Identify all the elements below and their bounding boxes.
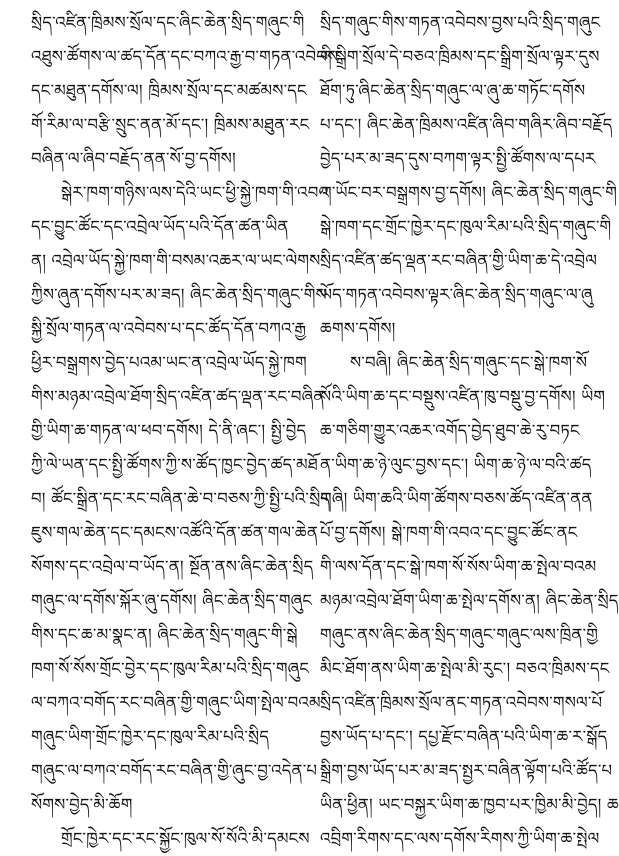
text-line: སོགས་བྱེད་མི་ཆོག: [31, 795, 133, 814]
text-line: གི་སྒྲིག་སྲོལ་དེ་བཅའ་ཁྲིམས་དང་སྒྲིག་སྲོལ་ལྟར་དུས: [320, 47, 600, 66]
text-line: སྲིད་འཛིན་ཚད་ལྡན་རང་བཞིན་གྱི་ཡིག་ཆ་དེ་འབྲེལ: [320, 251, 598, 270]
text-line: ཆ་གཅིག་གྱུར་འཆར་འགོད་བྱེད་ཐུབ་ཆེ་རུ་བཏང: [320, 421, 580, 440]
left-column: [31, 6, 339, 856]
text-line: སྲིད་གཞུང་གིས་གཏན་འབེབས་བྱས་པའི་སྲིད་གཞུང: [320, 13, 601, 32]
text-line: ཀྱིས་ཞུན་དགོས་པར་མ་ཟད། ཞིང་ཆེན་སྲིད་གཞུང་གིས: [31, 285, 327, 304]
text-line: སྲིད་འཛིན་ཁྲིམས་སྲོལ་ནང་གཏན་འབེབས་གསལ་པོ: [320, 693, 603, 712]
text-line: པོ་བྱ་དགོས། སྒེ་ཁག་གི་འབའ་དང་བྱུང་ཚོང་ནང: [320, 523, 578, 542]
text-line: ན། འབྲེལ་ཡོད་སྐྱེ་ཁག་གི་བསམ་འཆར་ལ་ཡང་ལེགས: [31, 251, 321, 270]
text-line: ཡོད་གཏན་འབེབས་ལྟར་ཞིང་ཆེན་སྲིད་གཞུང་ལ་ཞུ: [320, 285, 593, 304]
text-line: གཞུང་ནས་ཞིང་ཆེན་སྲིད་གཞུང་གཞུང་ལས་ཁྲིན་གྱི: [320, 625, 599, 644]
text-line: དང་མཐུན་དགོས་ལ། ཁྲིམས་སྲོལ་དང་མཚམས་དང: [31, 81, 307, 100]
text-line: གཞུང་ལ་བཀའ་བགོད་རང་བཞིན་གྱི་ཞུང་བྱ་འདེན་པ: [31, 761, 318, 780]
text-line: སོའི་ཡིག་ཆ་དང་བསྡུས་འཛིན་ཁུ་བསྡུ་བྱ་དགོས། ཡིག: [320, 387, 606, 406]
text-line: ན་ཡིག་ཆ་ཉེ་ལུང་བྱས་དང་། ཡིག་ཆ་ཉེ་ལ་བའི་ཚད: [320, 455, 592, 474]
text-line: གིས་མཉམ་འབྲེལ་ཐོག་སྲིད་འཛིན་ཚད་ལྡན་རང་བཞིན: [31, 387, 325, 406]
text-line: གཞུང་ཡིག་གྲོང་ཁྱེར་དང་ཁུལ་རིམ་པའི་སྲིད: [31, 727, 270, 746]
text-line: སྒེ་ཁག་དང་གྲོང་ཁྱེར་དང་ཁུལ་རིམ་པའི་སྲིད་གཞུང་གི: [320, 217, 612, 236]
text-line: གྱི་ཡིག་ཆ་གཏན་ལ་ཕབ་དགོས། དེ་ནི་ཞང་། སྤྱི་བྱེད: [31, 421, 307, 440]
text-line: ཀ་ཡོང་བར་བསྒྲགས་བྱ་དགོས། ཞིང་ཆེན་སྲིད་གཞུང་གི: [320, 183, 618, 202]
text-line: ཁག་སོ་སོས་གྲོང་བྱེར་དང་ཁུལ་རིམ་པའི་སྲིད་གཞུང: [31, 659, 310, 678]
text-line: གོ་རིམ་ལ་བརྩི་སྲུང་ནན་མོ་དང་། ཁྲིམས་མཐུན་རང: [31, 115, 310, 134]
text-line: བྱེད་པར་མ་ཟད་དུས་བཀག་ལྟར་སྤྱི་ཚོགས་ལ་དཔར: [320, 149, 596, 168]
text-line: སོགས་དང་འབྲེལ་བ་ཡོད་ན། སྔོན་ནས་ཞིང་ཆེན་སྲིད: [31, 557, 314, 576]
text-line: ཐོག་ཏུ་ཞིང་ཆེན་སྲིད་གཞུང་ལ་ཞུ་ཆ་གཏོང་དགོས: [320, 81, 586, 100]
paragraph-start: གྲོང་ཁྱེར་དང་རང་སྐྱོང་ཁུལ་སོ་སོའི་མི་དམངས: [61, 829, 310, 848]
right-column: [320, 6, 619, 856]
text-line: མཉམ་འབྲེལ་ཐོག་ཡིག་ཆ་སྤེལ་དགོས་ན། ཞིང་ཆེན་སྲིད: [320, 591, 619, 610]
text-line: ཆགས་དགོས།: [320, 319, 396, 338]
text-line: ཀྱི་ལེ་ཡན་དང་སྤྱི་ཚོགས་ཀྱི་ས་ཚོད་ཁྱང་བྱེད་ཚད་མཐོ: [31, 455, 318, 474]
section-heading-line: ས་བཞི། ཞིང་ཆེན་སྲིད་གཞུང་དང་སྒེ་ཁག་སོ: [350, 353, 588, 372]
text-line: སྲིད་འཛིན་ཁྲིམས་སྲོལ་དང་ཞིང་ཆེན་སྲིད་གཞུང་གི: [31, 13, 305, 32]
text-line: ལ་བཀའ་བགོད་རང་བཞིན་གྱི་གཞུང་ཡིག་སྤེལ་བའམ: [31, 693, 321, 712]
text-line: གི་ལས་དོན་དང་སྒེ་ཁག་སོ་སོས་ཡིག་ཆ་སྤེལ་བའམ: [320, 557, 597, 576]
text-line: སྒྲིག་བྱས་ཡོད་པར་མ་ཟད་སྤྱར་བཞིན་ལྟོག་པའི་ཚོད་པ: [320, 761, 613, 780]
text-line: ཡིན་ཕྱིན། ཡང་བསྐྱར་ཡིག་ཆ་ཁྱབ་པར་ཁྱིམ་མི་བྱེད། ཆ: [320, 795, 619, 814]
text-line: ཕྱིར་བསྒྲགས་བྱེད་པའམ་ཡང་ན་འབྲེལ་ཡོད་སྐྱེ་ཁག: [31, 353, 307, 372]
text-line: མིང་ཐོག་ནས་ཡིག་ཆ་སྤེལ་མི་རུང་། བཅའ་ཁྲིམས་དང: [320, 659, 610, 678]
text-line: དང་བྱུང་ཚོང་དང་འབྲེལ་ཡོད་པའི་དོན་ཚན་ཡིན: [31, 217, 289, 236]
text-line: བཞིན་ལ་ཞིབ་བརྗོད་ནན་སོ་བྱ་དགོས།: [31, 149, 236, 168]
text-line: བྱས་ཡོད་པ་དང་། དཔྱ་རྫོང་བཞིན་པའི་ཡིག་ཆ་ར་སྒོད: [320, 727, 608, 746]
text-line: གཞི། ཡིག་ཆའི་ཡིག་ཚོགས་བཅས་ཚོད་འཛིན་ནན: [320, 489, 593, 508]
text-line: གཞུང་ལ་དགོས་སྐོར་ཞུ་དགོས། ཞིང་ཆེན་སྲིད་གཞུང: [31, 591, 313, 610]
text-line: སྐྱི་སྲོལ་གཏན་ལ་འབེབས་པ་དང་ཚོད་དོན་བཀའ་རྒྱ: [31, 319, 307, 338]
text-line: འཐུས་ཚོགས་ལ་ཚད་དོན་དང་བཀའ་རྒྱ་བ་གཏན་འབེབས: [31, 47, 339, 66]
paragraph-start: སྒེར་ཁག་གཉིས་ལས་དེའི་ཡང་ཕྱི་སྐྱེ་ཁག་གི་འབའ: [61, 183, 330, 202]
text-line: འབྲིག་རིགས་དང་ལས་དགོས་རིགས་ཀྱི་ཡིག་ཆ་སྤེལ: [320, 829, 600, 848]
text-line: གིས་དང་ཆ་མ་སྣང་ན། ཞིང་ཆེན་སྲིད་གཞུང་གི་སྒེ: [31, 625, 298, 644]
text-line: ཇུས་གལ་ཆེན་དང་དམངས་འཚོའི་དོན་ཚན་གལ་ཆེན: [31, 523, 319, 542]
text-line: པ་དང་། ཞིང་ཆེན་ཁྲིམས་འཛིན་ཞིབ་གཞིར་ཞིབ་བརྗོད: [320, 115, 613, 134]
text-line: བ། ཚོང་སྒྲིན་དང་རང་བཞིན་ཆེ་བ་བཅས་ཀྱི་སྤྱི་པའི་སྲིད: [31, 489, 331, 508]
